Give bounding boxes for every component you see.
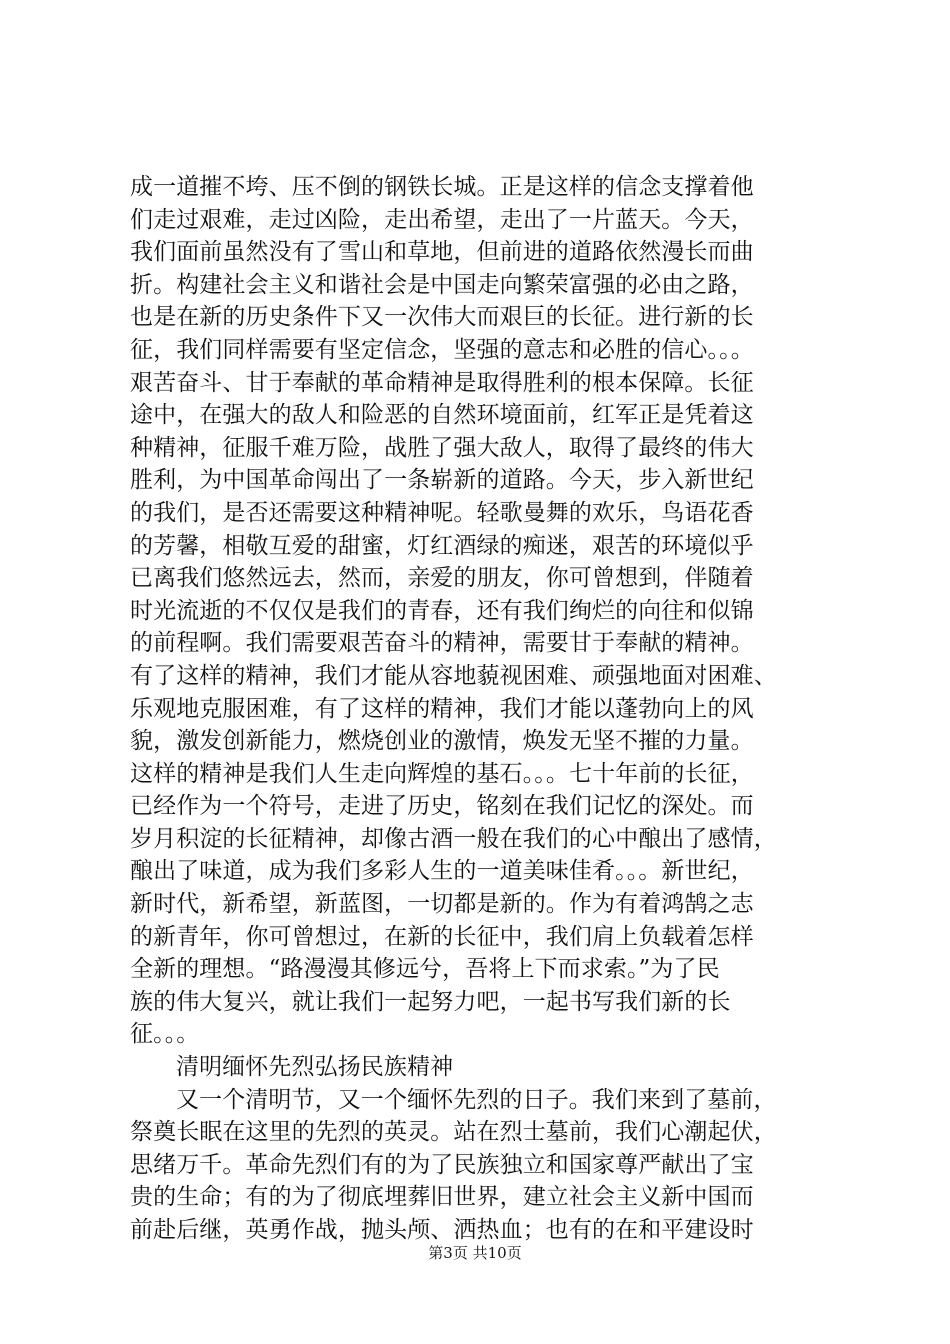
text-line: 我们面前虽然没有了雪山和草地，但前进的道路依然漫长而曲 — [130, 239, 754, 266]
text-line: 的我们，是否还需要这种精神呢。轻歌曼舞的欢乐，鸟语花香 — [130, 499, 754, 526]
text-line: 种精神，征服千难万险，战胜了强大敌人，取得了最终的伟大 — [130, 434, 754, 461]
section-first-line: 又一个清明节，又一个缅怀先烈的日子。我们来到了墓前， — [176, 1086, 777, 1113]
section-title: 清明缅怀先烈弘扬民族精神 — [176, 1054, 454, 1081]
text-line: 前赴后继，英勇作战，抛头颅、洒热血；也有的在和平建设时 — [130, 1217, 754, 1243]
text-line: 的新青年，你可曾想过，在新的长征中，我们肩上负载着怎样 — [130, 923, 754, 950]
text-line: 全新的理想。“路漫漫其修远兮，吾将上下而求索。”为了民 — [130, 956, 720, 983]
text-line: 折。构建社会主义和谐社会是中国走向繁荣富强的必由之路， — [130, 271, 754, 298]
text-line: 们走过艰难，走过凶险，走出希望，走出了一片蓝天。今天， — [130, 206, 754, 233]
text-line: 岁月积淀的长征精神，却像古酒一般在我们的心中酿出了感情， — [130, 825, 777, 852]
text-line: 这样的精神是我们人生走向辉煌的基石。。。七十年前的长征， — [130, 760, 754, 787]
text-line: 已离我们悠然远去，然而，亲爱的朋友，你可曾想到，伴随着 — [130, 565, 754, 592]
page-number-footer: 第3页 共10页 — [428, 1244, 522, 1262]
text-line: 艰苦奋斗、甘于奉献的革命精神是取得胜利的根本保障。长征 — [130, 369, 754, 396]
text-line: 已经作为一个符号，走进了历史，铭刻在我们记忆的深处。而 — [130, 793, 754, 820]
text-line: 新时代，新希望，新蓝图，一切都是新的。作为有着鸿鹄之志 — [130, 891, 754, 918]
text-line: 贵的生命；有的为了彻底埋葬旧世界，建立社会主义新中国而 — [130, 1184, 754, 1211]
text-line: 酿出了味道，成为我们多彩人生的一道美味佳肴。。。新世纪， — [130, 858, 754, 885]
text-line: 征。。。 — [130, 1021, 200, 1048]
text-line: 的前程啊。我们需要艰苦奋斗的精神，需要甘于奉献的精神。 — [130, 630, 754, 657]
text-line: 征，我们同样需要有坚定信念，坚强的意志和必胜的信心。。。 — [130, 336, 754, 363]
text-line: 族的伟大复兴，就让我们一起努力吧，一起书写我们新的长 — [130, 988, 731, 1015]
text-line: 的芳馨，相敬互爱的甜蜜，灯红酒绿的痴迷，艰苦的环境似乎 — [130, 532, 754, 559]
text-line: 思绪万千。革命先烈们有的为了民族独立和国家尊严献出了宝 — [130, 1151, 754, 1178]
document-body — [130, 171, 830, 1247]
text-line: 貌，激发创新能力，燃烧创业的激情，焕发无坚不摧的力量。 — [130, 728, 754, 755]
text-line: 乐观地克服困难，有了这样的精神，我们才能以蓬勃向上的风 — [130, 695, 754, 722]
text-line: 成一道摧不垮、压不倒的钢铁长城。正是这样的信念支撑着他 — [130, 174, 754, 200]
text-line: 有了这样的精神，我们才能从容地藐视困难、顽强地面对困难、 — [130, 662, 777, 689]
text-line: 时光流逝的不仅仅是我们的青春，还有我们绚烂的向往和似锦 — [130, 597, 754, 624]
text-line: 胜利，为中国革命闯出了一条崭新的道路。今天，步入新世纪 — [130, 467, 754, 494]
text-line: 途中，在强大的敌人和险恶的自然环境面前，红军正是凭着这 — [130, 402, 754, 429]
text-line: 也是在新的历史条件下又一次伟大而艰巨的长征。进行新的长 — [130, 304, 754, 331]
text-line: 祭奠长眠在这里的先烈的英灵。站在烈士墓前，我们心潮起伏， — [130, 1119, 777, 1146]
